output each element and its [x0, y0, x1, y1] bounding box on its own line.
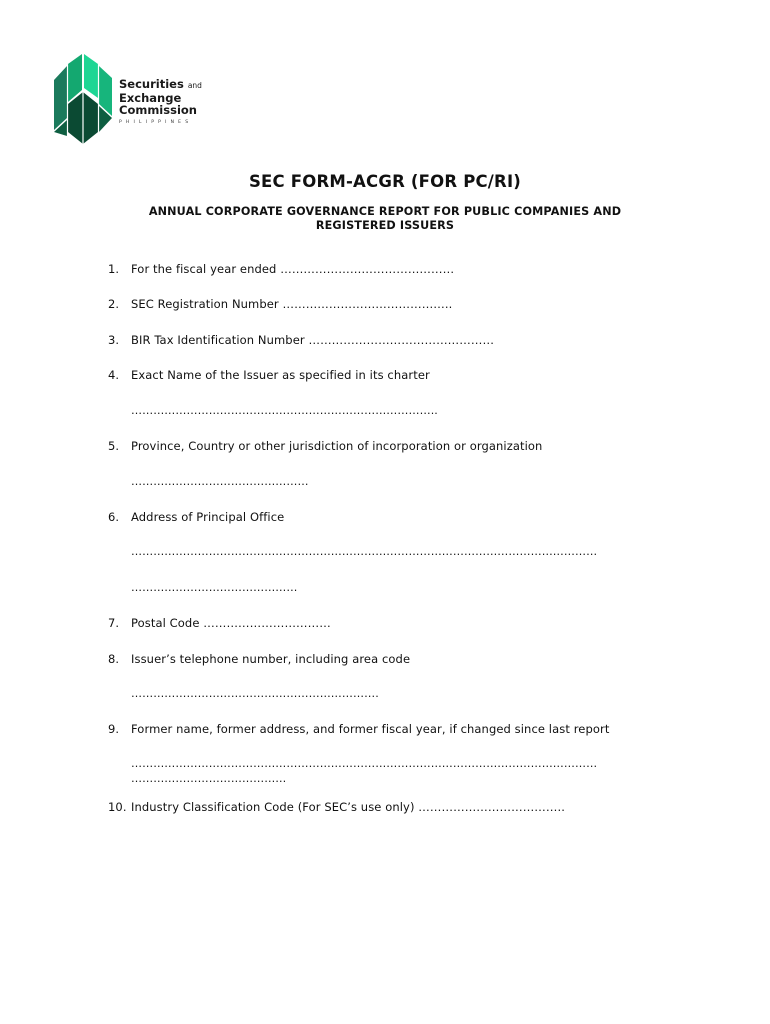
item-text: Address of Principal Office: [131, 510, 285, 524]
item-number: 7.: [108, 616, 120, 630]
fill-line: ………………………………………………………….: [131, 687, 379, 700]
item-number: 3.: [108, 333, 120, 347]
item-number: 4.: [108, 368, 120, 382]
item-text: Exact Name of the Issuer as specified in its charter: [131, 368, 430, 382]
form-title: SEC FORM-ACGR (FOR PC/RI): [248, 172, 522, 191]
logo-word-securities: Securities: [119, 77, 184, 91]
logo-word-philippines: PHILIPPINES: [119, 120, 193, 125]
item-text: Issuer’s telephone number, including area code: [131, 652, 411, 666]
item-number: 1.: [108, 262, 120, 276]
item-text: Province, Country or other jurisdiction of incorporation or organization: [131, 439, 543, 453]
logo-word-and: and: [187, 81, 202, 90]
fill-line: ………………………………………………………………………………………………………………: [131, 757, 598, 770]
sec-logo-icon: [54, 54, 114, 146]
logo-word-commission: Commission: [119, 103, 197, 117]
fill-line: ………………………………………………………………………………………………………………: [131, 545, 598, 558]
item-text: Industry Classification Code (For SEC’s use only) ………………………………..: [131, 800, 565, 814]
item-text: Former name, former address, and former fiscal year, if changed since last report: [131, 722, 610, 736]
item-text: For the fiscal year ended ………………………………………: [131, 262, 455, 276]
item-number: 9.: [108, 722, 120, 736]
item-text: BIR Tax Identification Number …………………………………………: [131, 333, 495, 347]
fill-line: ………………………………………: [131, 581, 298, 594]
item-number: 6.: [108, 510, 120, 524]
form-subtitle: [100, 205, 670, 233]
item-number: 5.: [108, 439, 120, 453]
fill-line: ……………………………………: [131, 772, 287, 785]
fill-line: ………………………………………………………………………..: [131, 404, 438, 417]
item-number: 10.: [108, 800, 127, 814]
sec-logo-wordmark: [119, 78, 202, 129]
fill-line: …………………………………………: [131, 475, 309, 488]
item-text: SEC Registration Number ……………………………………..: [131, 297, 453, 311]
logo-word-exchange: Exchange: [119, 91, 182, 105]
item-number: 2.: [108, 297, 120, 311]
item-number: 8.: [108, 652, 120, 666]
form-subtitle-line-2: REGISTERED ISSUERS: [315, 219, 455, 232]
item-text: Postal Code ……………………………: [131, 616, 331, 630]
sec-logo: [54, 54, 214, 146]
form-subtitle-line-1: ANNUAL CORPORATE GOVERNANCE REPORT FOR PUBLIC COMPANIES AND: [148, 205, 622, 218]
